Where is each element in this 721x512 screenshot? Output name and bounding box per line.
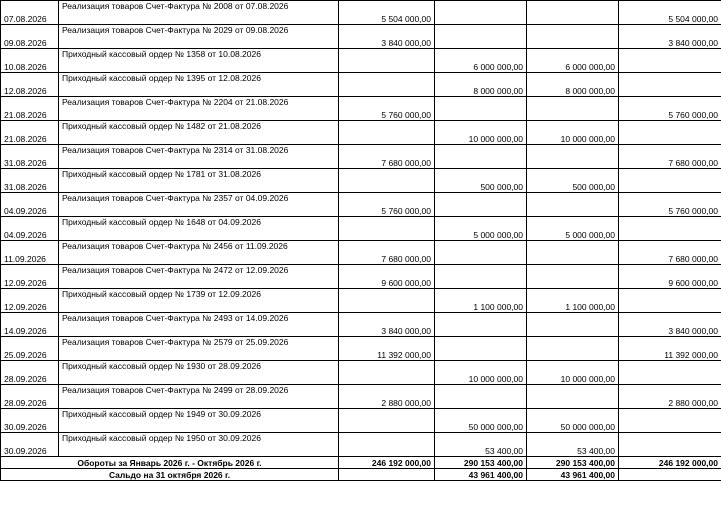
entry-debit: 5 760 000,00: [339, 97, 435, 121]
turnover-debit: 246 192 000,00: [339, 457, 435, 469]
entry-date: 10.08.2026: [1, 49, 59, 73]
entry-balance: [619, 409, 721, 433]
entry-credit: 500 000,00: [435, 169, 527, 193]
entry-debit: [339, 433, 435, 457]
entry-credit: 53 400,00: [435, 433, 527, 457]
entry-balance: 7 680 000,00: [619, 145, 721, 169]
entry-paid: [527, 145, 619, 169]
entry-balance: [619, 361, 721, 385]
entry-document: Реализация товаров Счет-Фактура № 2314 от 31.08.2026: [59, 145, 339, 169]
entry-debit: 9 600 000,00: [339, 265, 435, 289]
entry-paid: 10 000 000,00: [527, 121, 619, 145]
entry-document: Приходный кассовый ордер № 1739 от 12.09.2026: [59, 289, 339, 313]
table-row: [1, 433, 721, 457]
saldo-credit: 43 961 400,00: [435, 469, 527, 481]
entry-document: Приходный кассовый ордер № 1482 от 21.08.2026: [59, 121, 339, 145]
table-row: [1, 217, 721, 241]
entry-balance: 3 840 000,00: [619, 25, 721, 49]
entry-balance: 9 600 000,00: [619, 265, 721, 289]
entry-document: Приходный кассовый ордер № 1358 от 10.08.2026: [59, 49, 339, 73]
entry-balance: [619, 169, 721, 193]
entry-date: 30.09.2026: [1, 433, 59, 457]
entry-debit: 5 760 000,00: [339, 193, 435, 217]
entry-debit: 7 680 000,00: [339, 241, 435, 265]
entry-debit: [339, 289, 435, 313]
entry-credit: 8 000 000,00: [435, 73, 527, 97]
entry-debit: 5 504 000,00: [339, 1, 435, 25]
saldo-balance: [619, 469, 721, 481]
entry-paid: [527, 241, 619, 265]
entry-balance: 5 504 000,00: [619, 1, 721, 25]
entry-document: Реализация товаров Счет-Фактура № 2456 от 11.09.2026: [59, 241, 339, 265]
entry-document: Приходный кассовый ордер № 1949 от 30.09.2026: [59, 409, 339, 433]
table-row: [1, 289, 721, 313]
entry-paid: 50 000 000,00: [527, 409, 619, 433]
entry-date: 04.09.2026: [1, 193, 59, 217]
entry-date: 28.09.2026: [1, 385, 59, 409]
entry-balance: [619, 289, 721, 313]
saldo-row: [1, 469, 721, 481]
entry-document: Реализация товаров Счет-Фактура № 2472 от 12.09.2026: [59, 265, 339, 289]
entry-credit: 6 000 000,00: [435, 49, 527, 73]
entry-document: Приходный кассовый ордер № 1781 от 31.08.2026: [59, 169, 339, 193]
entry-date: 04.09.2026: [1, 217, 59, 241]
entry-document: Реализация товаров Счет-Фактура № 2357 от 04.09.2026: [59, 193, 339, 217]
entry-credit: 10 000 000,00: [435, 121, 527, 145]
entry-credit: [435, 1, 527, 25]
entry-paid: 53 400,00: [527, 433, 619, 457]
entry-date: 07.08.2026: [1, 1, 59, 25]
entry-date: 25.09.2026: [1, 337, 59, 361]
ledger-footer: [1, 457, 721, 481]
entry-paid: 8 000 000,00: [527, 73, 619, 97]
entry-debit: [339, 49, 435, 73]
entry-date: 11.09.2026: [1, 241, 59, 265]
entry-balance: 11 392 000,00: [619, 337, 721, 361]
entry-document: Реализация товаров Счет-Фактура № 2204 от 21.08.2026: [59, 97, 339, 121]
entry-date: 12.08.2026: [1, 73, 59, 97]
entry-balance: [619, 49, 721, 73]
entry-date: 21.08.2026: [1, 121, 59, 145]
table-row: [1, 25, 721, 49]
table-row: [1, 97, 721, 121]
entry-paid: [527, 1, 619, 25]
entry-date: 30.09.2026: [1, 409, 59, 433]
entry-debit: [339, 73, 435, 97]
entry-paid: [527, 337, 619, 361]
entry-document: Реализация товаров Счет-Фактура № 2493 от 14.09.2026: [59, 313, 339, 337]
entry-balance: 7 680 000,00: [619, 241, 721, 265]
entry-debit: 11 392 000,00: [339, 337, 435, 361]
entry-paid: [527, 313, 619, 337]
table-row: [1, 145, 721, 169]
table-row: [1, 193, 721, 217]
entry-debit: [339, 121, 435, 145]
entry-date: 21.08.2026: [1, 97, 59, 121]
entry-debit: 7 680 000,00: [339, 145, 435, 169]
table-row: [1, 361, 721, 385]
entry-debit: [339, 409, 435, 433]
entry-credit: [435, 193, 527, 217]
table-row: [1, 313, 721, 337]
entry-date: 28.09.2026: [1, 361, 59, 385]
entry-date: 12.09.2026: [1, 265, 59, 289]
table-row: [1, 409, 721, 433]
table-row: [1, 73, 721, 97]
entry-date: 12.09.2026: [1, 289, 59, 313]
entry-credit: [435, 385, 527, 409]
entry-document: Реализация товаров Счет-Фактура № 2579 от 25.09.2026: [59, 337, 339, 361]
turnover-label: Обороты за Январь 2026 г. - Октябрь 2026 г.: [1, 457, 339, 469]
entry-debit: 3 840 000,00: [339, 313, 435, 337]
entry-credit: 50 000 000,00: [435, 409, 527, 433]
entry-document: Приходный кассовый ордер № 1648 от 04.09.2026: [59, 217, 339, 241]
entry-credit: [435, 265, 527, 289]
entry-paid: 5 000 000,00: [527, 217, 619, 241]
entry-document: Приходный кассовый ордер № 1950 от 30.09.2026: [59, 433, 339, 457]
table-row: [1, 1, 721, 25]
entry-document: Реализация товаров Счет-Фактура № 2029 от 09.08.2026: [59, 25, 339, 49]
entry-debit: 2 880 000,00: [339, 385, 435, 409]
turnover-balance: 246 192 000,00: [619, 457, 721, 469]
entry-balance: [619, 217, 721, 241]
entry-date: 31.08.2026: [1, 145, 59, 169]
entry-credit: 10 000 000,00: [435, 361, 527, 385]
entry-date: 09.08.2026: [1, 25, 59, 49]
entry-debit: 3 840 000,00: [339, 25, 435, 49]
table-row: [1, 49, 721, 73]
table-row: [1, 385, 721, 409]
table-row: [1, 337, 721, 361]
entry-paid: [527, 25, 619, 49]
entry-paid: 500 000,00: [527, 169, 619, 193]
entry-credit: [435, 337, 527, 361]
entry-date: 31.08.2026: [1, 169, 59, 193]
turnover-credit: 290 153 400,00: [435, 457, 527, 469]
entry-debit: [339, 217, 435, 241]
entry-balance: [619, 121, 721, 145]
entry-paid: 10 000 000,00: [527, 361, 619, 385]
entry-balance: 3 840 000,00: [619, 313, 721, 337]
entry-paid: [527, 385, 619, 409]
entry-document: Реализация товаров Счет-Фактура № 2008 от 07.08.2026: [59, 1, 339, 25]
entry-paid: [527, 265, 619, 289]
entry-document: Приходный кассовый ордер № 1930 от 28.09.2026: [59, 361, 339, 385]
table-row: [1, 169, 721, 193]
entry-date: 14.09.2026: [1, 313, 59, 337]
entry-balance: 5 760 000,00: [619, 97, 721, 121]
table-row: [1, 265, 721, 289]
entry-balance: [619, 433, 721, 457]
entry-document: Приходный кассовый ордер № 1395 от 12.08.2026: [59, 73, 339, 97]
entry-balance: [619, 73, 721, 97]
table-row: [1, 241, 721, 265]
entry-paid: [527, 97, 619, 121]
entry-paid: 1 100 000,00: [527, 289, 619, 313]
turnover-row: [1, 457, 721, 469]
entry-debit: [339, 169, 435, 193]
entry-credit: [435, 313, 527, 337]
entry-credit: [435, 97, 527, 121]
entry-balance: 5 760 000,00: [619, 193, 721, 217]
entry-credit: [435, 25, 527, 49]
entry-balance: 2 880 000,00: [619, 385, 721, 409]
entry-debit: [339, 361, 435, 385]
entry-credit: 5 000 000,00: [435, 217, 527, 241]
ledger-body: [1, 1, 721, 457]
entry-document: Реализация товаров Счет-Фактура № 2499 от 28.09.2026: [59, 385, 339, 409]
turnover-paid: 290 153 400,00: [527, 457, 619, 469]
entry-credit: 1 100 000,00: [435, 289, 527, 313]
entry-credit: [435, 145, 527, 169]
table-row: [1, 121, 721, 145]
entry-credit: [435, 241, 527, 265]
saldo-label: Сальдо на 31 октября 2026 г.: [1, 469, 339, 481]
entry-paid: 6 000 000,00: [527, 49, 619, 73]
entry-paid: [527, 193, 619, 217]
saldo-paid: 43 961 400,00: [527, 469, 619, 481]
saldo-debit: [339, 469, 435, 481]
